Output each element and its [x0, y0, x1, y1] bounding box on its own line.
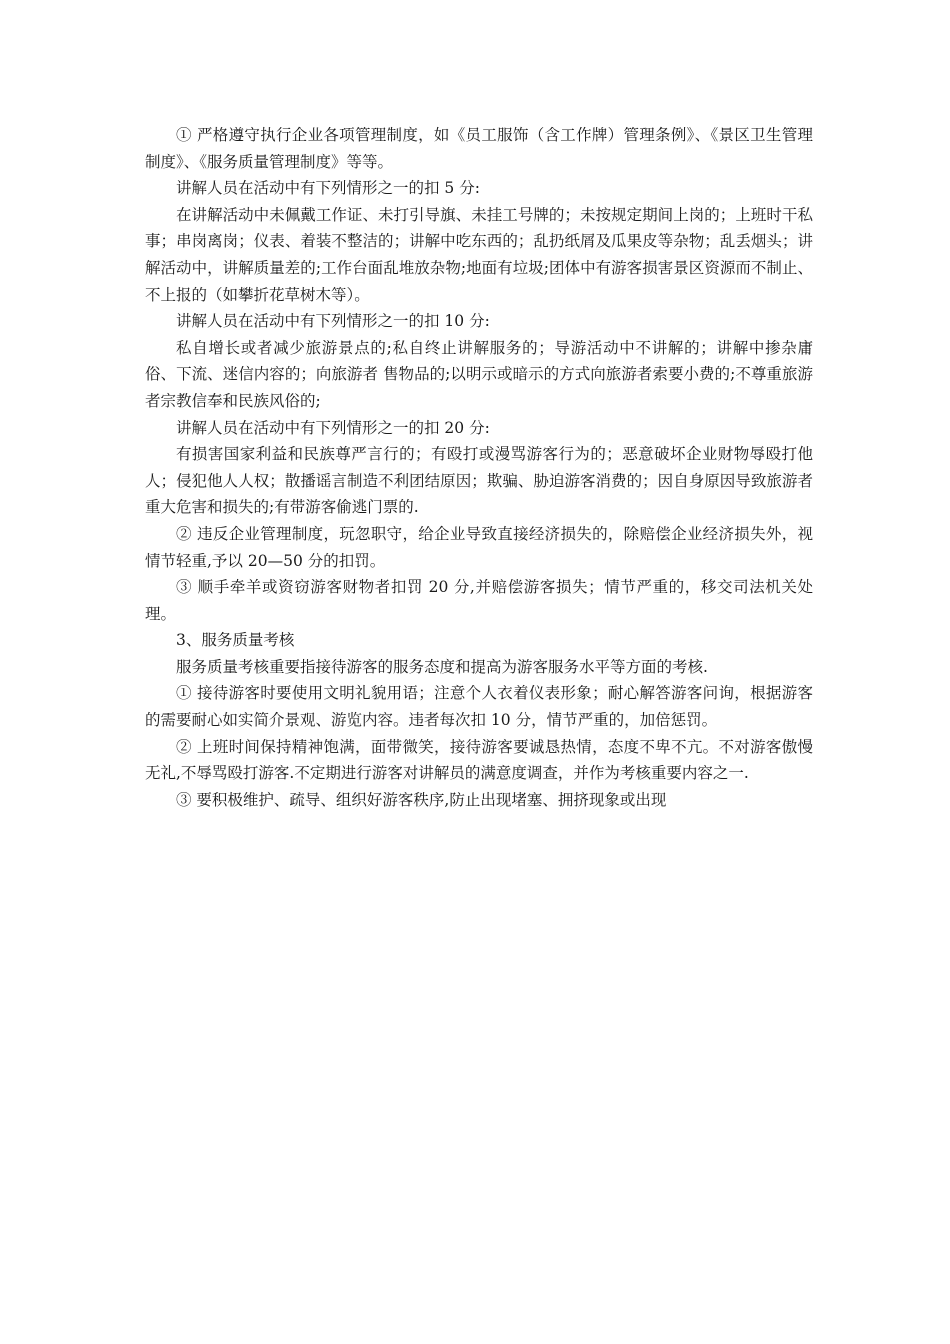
section-heading-service-quality: 3、服务质量考核	[176, 631, 295, 650]
paragraph-service-item-3: ③ 要积极维护、疏导、组织好游客秩序,防止出现堵塞、拥挤现象或出现	[176, 790, 667, 809]
paragraph-rule-compliance: ① 严格遵守执行企业各项管理制度，如《员工服饰（含工作牌）管理条例》、《景区卫生管理制度》、《服务质量管理制度》等等。	[145, 126, 813, 171]
paragraph-deduct-5-heading: 讲解人员在活动中有下列情形之一的扣 5 分:	[176, 179, 480, 198]
document-body	[145, 122, 813, 813]
paragraph-deduct-10-items: 私自增长或者减少旅游景点的;私自终止讲解服务的；导游活动中不讲解的；讲解中掺杂庸俗、下流、迷信内容的；向旅游者 售物品的;以明示或暗示的方式向旅游者索要小费的;不尊重旅游者宗教信奉和民族风俗的;	[145, 338, 813, 410]
paragraph-theft: ③ 顺手牵羊或资窃游客财物者扣罚 20 分,并赔偿游客损失；情节严重的，移交司法机关处理。	[145, 578, 813, 623]
paragraph-deduct-20-items: 有损害国家利益和民族尊严言行的；有殴打或漫骂游客行为的；恶意破坏企业财物辱殴打他人；侵犯他人人权；散播谣言制造不利团结原因；欺骗、胁迫游客消费的；因自身原因导致旅游者重大危害和损失的;有带游客偷逃门票的.	[145, 445, 813, 517]
paragraph-deduct-5-items: 在讲解活动中未佩戴工作证、未打引导旗、未挂工号牌的；未按规定期间上岗的；上班时干私事；串岗离岗；仪表、着装不整洁的；讲解中吃东西的；乱扔纸屑及瓜果皮等杂物；乱丢烟头；讲解活动中，讲解质量差的;工作台面乱堆放杂物;地面有垃圾;团体中有游客损害景区资源而不制止、不上报的（如攀折花草树木等）。	[145, 205, 813, 304]
paragraph-economic-loss: ② 违反企业管理制度，玩忽职守，给企业导致直接经济损失的，除赔偿企业经济损失外，视情节轻重,予以 20—50 分的扣罚。	[145, 524, 813, 570]
paragraph-deduct-10-heading: 讲解人员在活动中有下列情形之一的扣 10 分:	[176, 312, 490, 331]
paragraph-service-item-1: ① 接待游客时要使用文明礼貌用语；注意个人衣着仪表形象；耐心解答游客问询，根据游客的需要耐心如实简介景观、游览内容。违者每次扣 10 分，情节严重的，加倍惩罚。	[145, 684, 813, 730]
paragraph-service-item-2: ② 上班时间保持精神饱满，面带微笑，接待游客要诚恳热情，态度不卑不亢。不对游客傲慢无礼,不辱骂殴打游客.不定期进行游客对讲解员的满意度调查，并作为考核重要内容之一.	[145, 737, 813, 783]
paragraph-deduct-20-heading: 讲解人员在活动中有下列情形之一的扣 20 分:	[176, 418, 490, 437]
paragraph-service-quality-intro: 服务质量考核重要指接待游客的服务态度和提高为游客服务水平等方面的考核.	[176, 657, 708, 676]
